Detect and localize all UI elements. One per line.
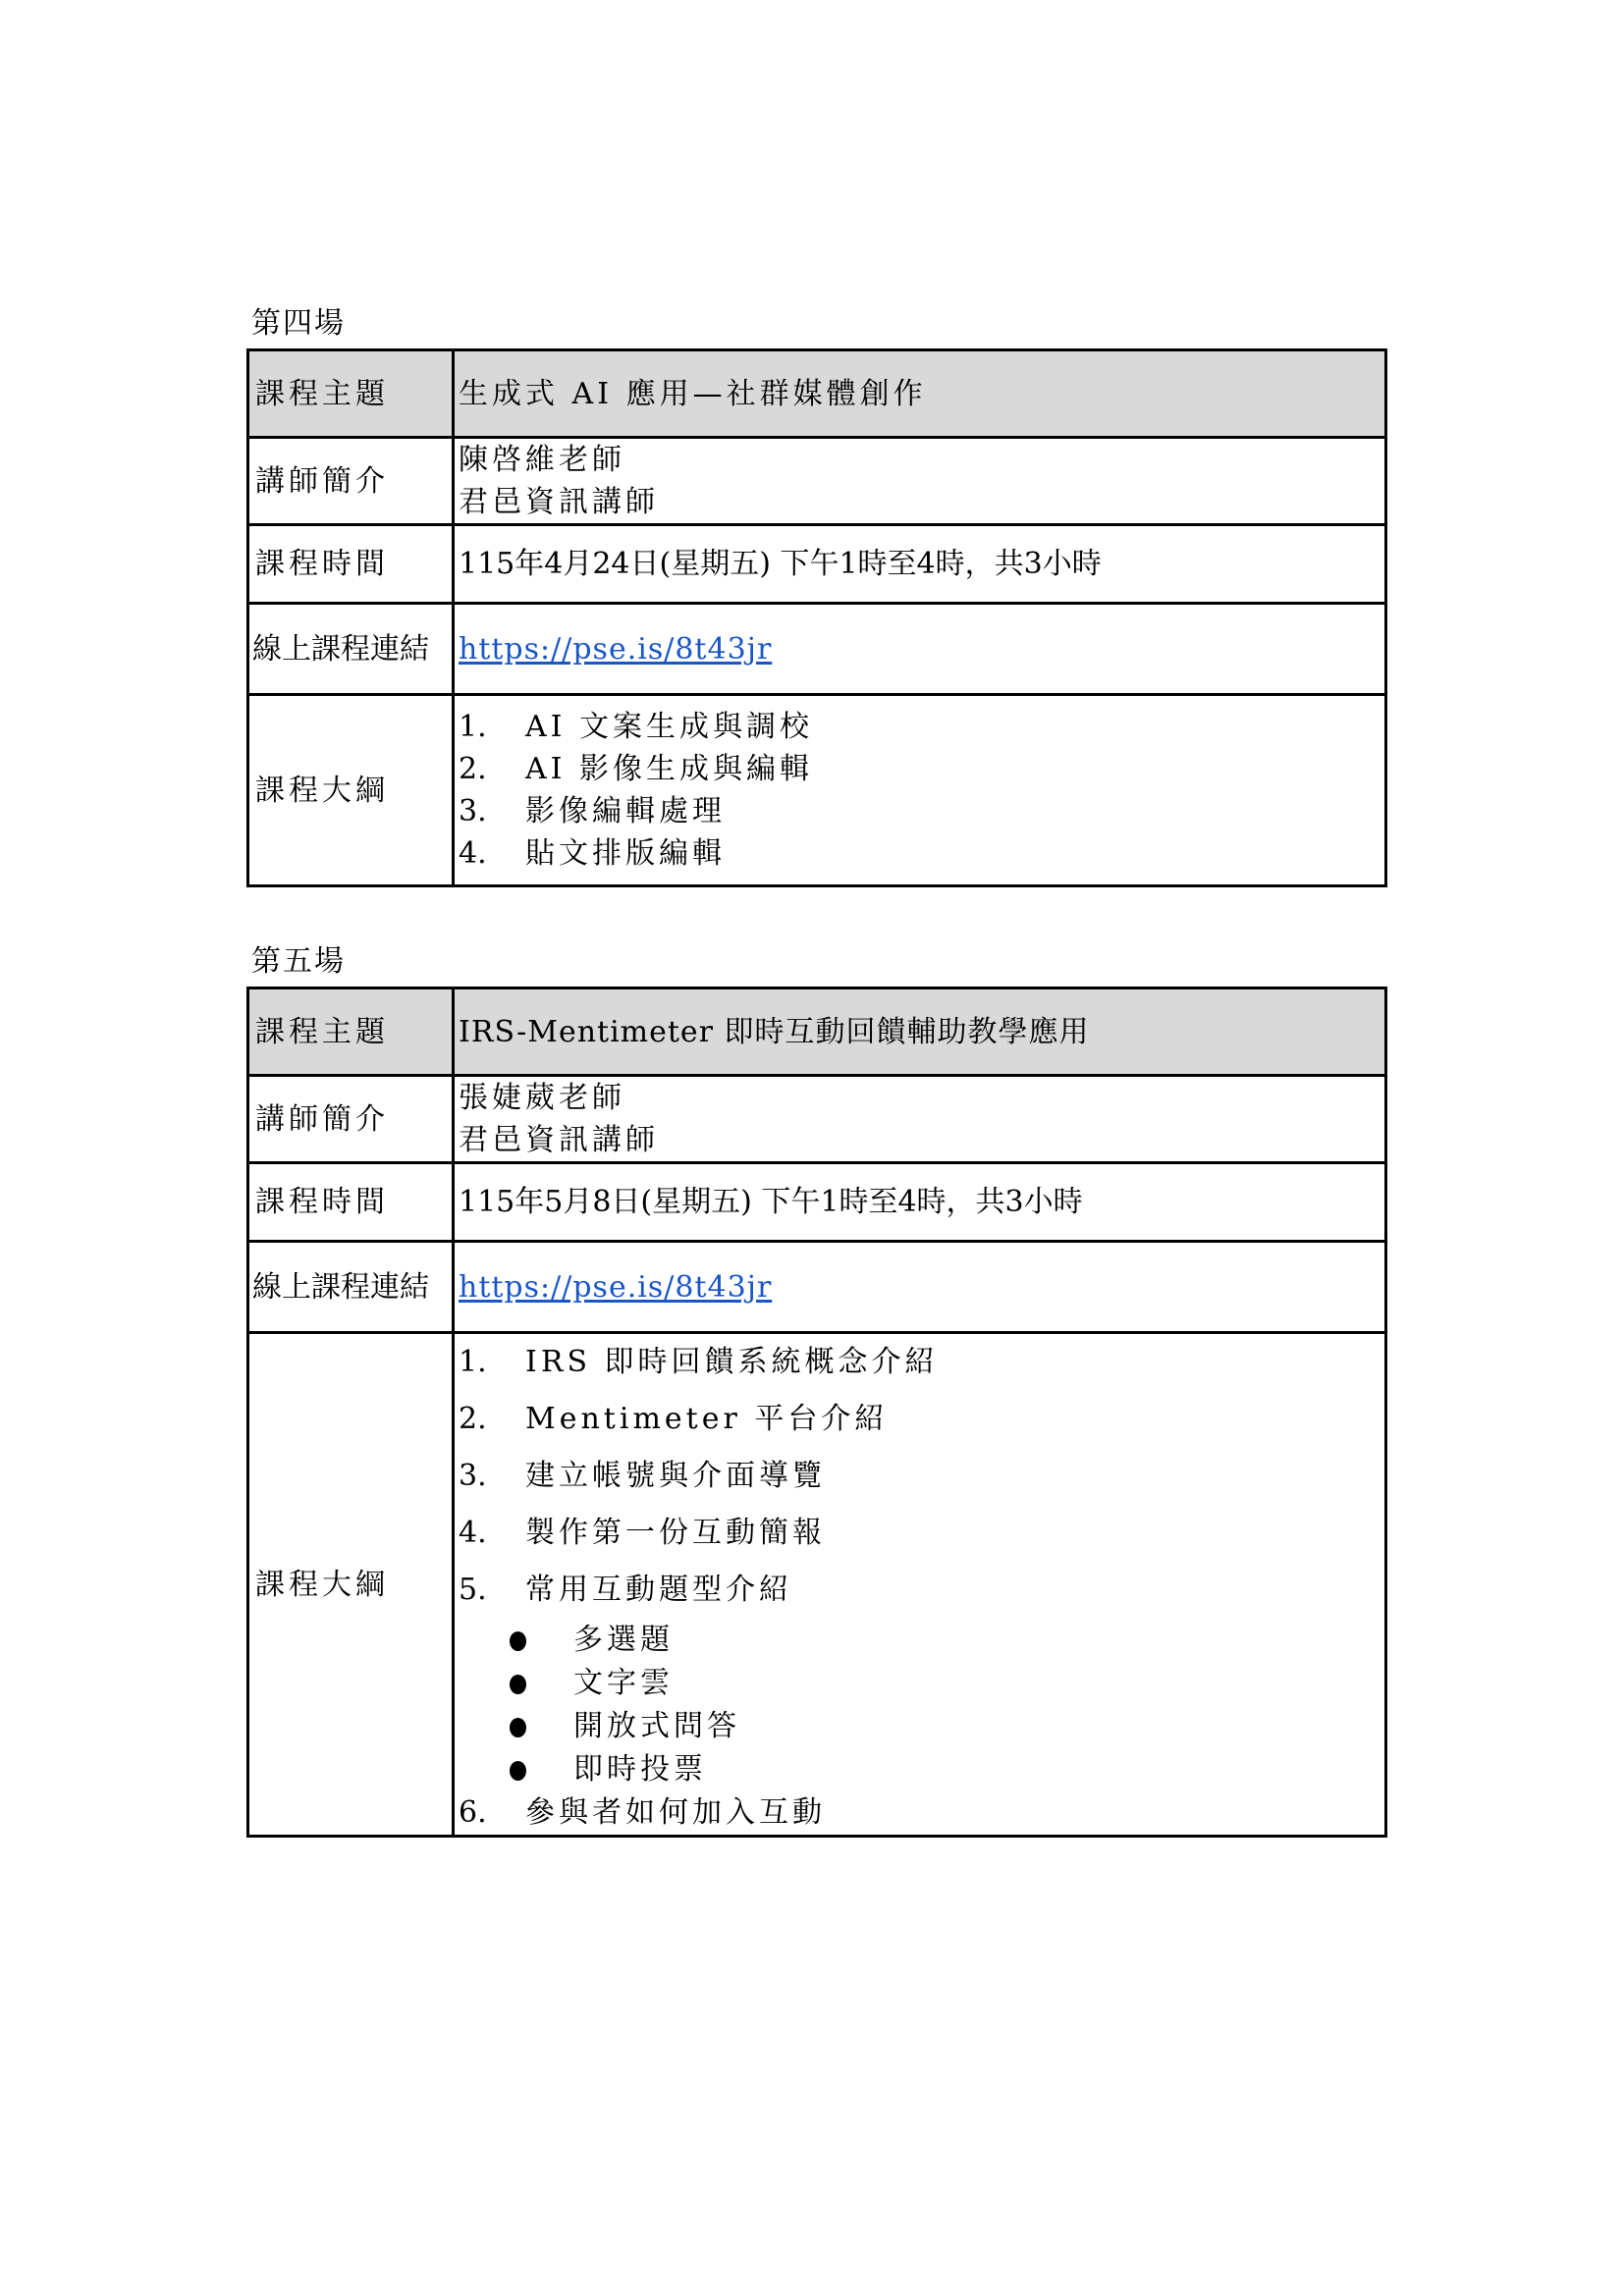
item-text: 製作第一份互動簡報: [525, 1516, 826, 1550]
item-text: 文字雲: [573, 1666, 674, 1700]
instructor-name: 陳啓維老師: [459, 443, 625, 477]
item-number: 4.: [459, 1516, 487, 1550]
item-text: 即時投票: [573, 1752, 707, 1787]
table-row-time: [248, 1163, 1386, 1242]
item-number: 3.: [459, 1459, 487, 1493]
time-label: 課程時間: [248, 525, 454, 604]
course-table: [246, 348, 1387, 887]
instructor-value: [454, 1076, 1386, 1163]
list-item: [459, 1334, 1384, 1391]
item-text: Mentimeter 平台介紹: [525, 1402, 889, 1436]
list-item: [459, 1448, 1384, 1505]
outline-list: [459, 706, 1384, 875]
instructor-name: 張婕葳老師: [459, 1081, 625, 1115]
item-text: 參與者如何加入互動: [525, 1795, 826, 1830]
table-row-instructor: [248, 438, 1386, 525]
item-text: AI 影像生成與編輯: [525, 752, 814, 786]
sub-list-item: [459, 1705, 1384, 1748]
link-label: 線上課程連結: [248, 1242, 454, 1333]
session-title: 第五場: [251, 944, 346, 979]
instructor-label: 講師簡介: [248, 1076, 454, 1163]
topic-label: 課程主題: [248, 350, 454, 438]
sub-list-item: [459, 1619, 1384, 1662]
list-item: [459, 790, 1384, 832]
list-item: [459, 1391, 1384, 1448]
topic-value: IRS-Mentimeter 即時互動回饋輔助教學應用: [454, 988, 1386, 1076]
time-value: 115年4月24日(星期五) 下午1時至4時，共3小時: [454, 525, 1386, 604]
item-number: 5.: [459, 1573, 487, 1607]
course-table: [246, 987, 1387, 1838]
bullet-icon: [510, 1761, 526, 1781]
bullet-icon: [510, 1675, 526, 1694]
list-item: [459, 706, 1384, 748]
time-label: 課程時間: [248, 1163, 454, 1242]
item-number: 1.: [459, 1345, 487, 1379]
item-text: 多選題: [573, 1623, 674, 1657]
list-item: [459, 1505, 1384, 1562]
item-number: 6.: [459, 1795, 487, 1830]
instructor-label: 講師簡介: [248, 438, 454, 525]
outline-value: [454, 695, 1386, 886]
topic-value: 生成式 AI 應用—社群媒體創作: [454, 350, 1386, 438]
outline-label: 課程大綱: [248, 1333, 454, 1837]
course-link[interactable]: https://pse.is/8t43jr: [459, 1269, 773, 1305]
table-row-link: [248, 1242, 1386, 1333]
item-text: 開放式問答: [573, 1709, 740, 1743]
table-row-outline: [248, 1333, 1386, 1837]
outline-value: [454, 1333, 1386, 1837]
list-item: [459, 1562, 1384, 1619]
table-row-time: [248, 525, 1386, 604]
instructor-org: 君邑資訊講師: [459, 1123, 659, 1157]
list-item: [459, 748, 1384, 790]
sub-list-item: [459, 1662, 1384, 1705]
table-row-outline: [248, 695, 1386, 886]
outline-label: 課程大綱: [248, 695, 454, 886]
item-text: 常用互動題型介紹: [525, 1573, 792, 1607]
item-text: 建立帳號與介面導覽: [525, 1459, 826, 1493]
instructor-org: 君邑資訊講師: [459, 485, 659, 519]
table-row-topic: [248, 350, 1386, 438]
outline-list: [459, 1334, 1384, 1835]
item-number: 2.: [459, 1402, 487, 1436]
sub-list-item: [459, 1748, 1384, 1791]
item-text: IRS 即時回饋系統概念介紹: [525, 1345, 939, 1379]
table-row-link: [248, 604, 1386, 695]
course-link[interactable]: https://pse.is/8t43jr: [459, 631, 773, 667]
bullet-icon: [510, 1631, 526, 1651]
topic-label: 課程主題: [248, 988, 454, 1076]
link-label: 線上課程連結: [248, 604, 454, 695]
item-text: 影像編輯處理: [525, 794, 726, 828]
table-row-topic: [248, 988, 1386, 1076]
item-text: 貼文排版編輯: [525, 836, 726, 871]
item-number: 2.: [459, 752, 487, 786]
bullet-icon: [510, 1718, 526, 1737]
time-value: 115年5月8日(星期五) 下午1時至4時，共3小時: [454, 1163, 1386, 1242]
list-item: [459, 832, 1384, 875]
item-text: AI 文案生成與調校: [525, 710, 814, 744]
list-item: [459, 1791, 1384, 1835]
instructor-value: [454, 438, 1386, 525]
item-number: 3.: [459, 794, 487, 828]
item-number: 1.: [459, 710, 487, 744]
table-row-instructor: [248, 1076, 1386, 1163]
session-title: 第四場: [251, 306, 346, 341]
item-number: 4.: [459, 836, 487, 871]
